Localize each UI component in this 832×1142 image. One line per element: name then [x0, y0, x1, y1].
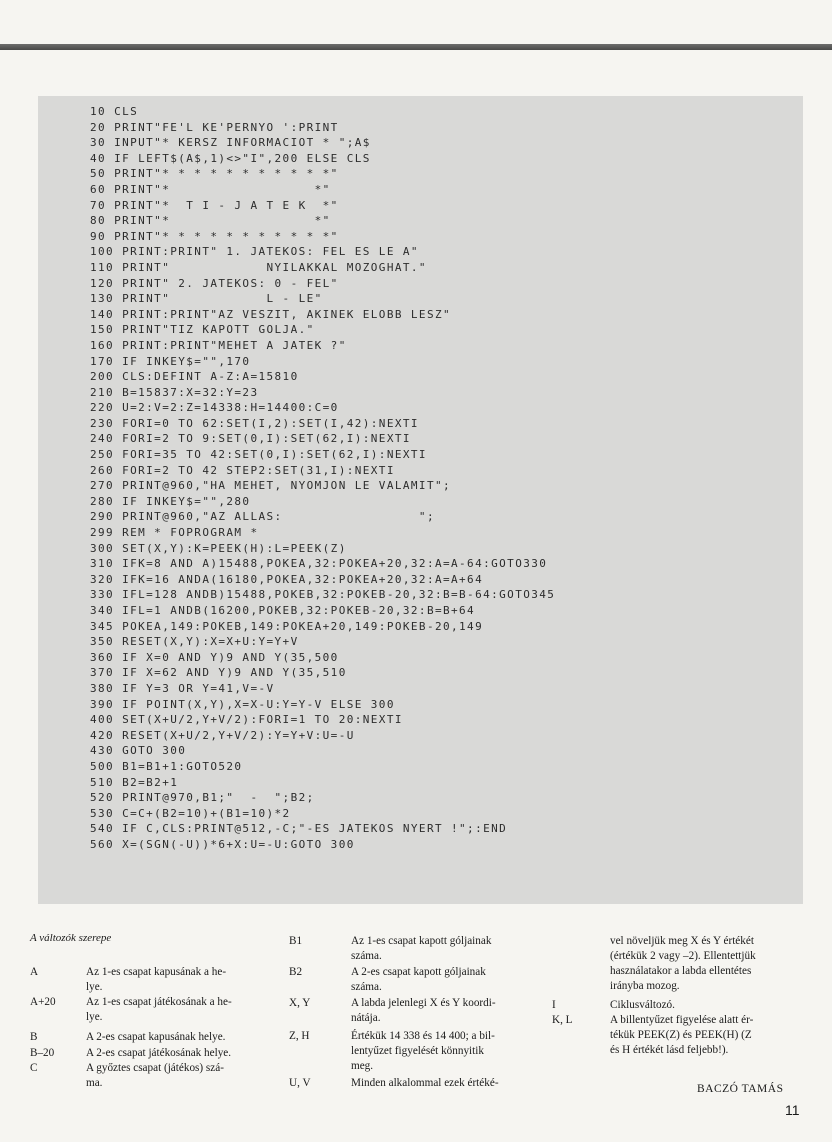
code-line: 390 IF POINT(X,Y),X=X-U:Y=Y-V ELSE 300 [90, 697, 395, 711]
code-line: 140 PRINT:PRINT"AZ VESZIT, AKINEK ELOBB LESZ" [90, 307, 452, 321]
code-line: 30 INPUT"* KERSZ INFORMACIOT * ";A$ [90, 136, 371, 150]
legend-text: A 2-es csapat kapott góljainak száma. [351, 966, 486, 993]
code-line: 220 U=2:V=2:Z=14338:H=14400:C=0 [90, 401, 339, 415]
legend-entry-k-l [552, 1013, 812, 1059]
code-line: 80 PRINT"* *" [90, 214, 331, 228]
code-line: 330 IFL=128 ANDB)15488,POKEB,32:POKEB-20,32:B=B-64:GOTO345 [90, 588, 556, 602]
basic-program-listing [90, 104, 790, 853]
legend-text: Az 1-es csapat játékosának a he- lye. [86, 996, 232, 1023]
legend-text: Az 1-es csapat kapusának a he- lye. [86, 966, 227, 993]
legend-key: B–20 [30, 1047, 55, 1059]
legend-key: C [30, 1062, 38, 1074]
code-line: 60 PRINT"* *" [90, 182, 331, 196]
legend-text: Értékük 14 338 és 14 400; a bil- lentyűzet figyelését könnyitik meg. [351, 1030, 495, 1072]
legend-key: A [30, 966, 39, 978]
code-line: 560 X=(SGN(-U))*6+X:U=-U:GOTO 300 [90, 837, 355, 851]
code-line: 160 PRINT:PRINT"MEHET A JATEK ?" [90, 338, 347, 352]
code-line: 40 IF LEFT$(A$,1)<>"I",200 ELSE CLS [90, 151, 371, 165]
code-line: 380 IF Y=3 OR Y=41,V=-V [90, 681, 275, 695]
code-line: 260 FORI=2 TO 42 STEP2:SET(31,I):NEXTI [90, 463, 395, 477]
legend-key: K, L [552, 1014, 573, 1026]
legend-text: Az 1-es csapat kapott góljainak száma. [351, 935, 492, 962]
legend-entry-u-v [289, 1076, 549, 1092]
code-line: 290 PRINT@960,"AZ ALLAS: "; [90, 510, 435, 524]
code-line: 200 CLS:DEFINT A-Z:A=15810 [90, 370, 299, 384]
code-line: 299 REM * FOPROGRAM * [90, 526, 259, 540]
legend-continuation: vel növeljük meg X és Y értékét (értékük 2 vagy –2). Ellentettjük használatakor a labda ellentétes irányba mozog. [610, 935, 756, 992]
legend-key: B1 [289, 935, 303, 947]
legend-text: A 2-es csapat játékosának helye. [86, 1047, 232, 1059]
legend-entry-b [30, 1030, 280, 1046]
legend-text: Minden alkalommal ezek értéké- [351, 1077, 499, 1089]
top-rule [0, 44, 832, 50]
legend-entry-b-minus-20 [30, 1046, 280, 1062]
legend-key: B2 [289, 966, 303, 978]
legend-text: A labda jelenlegi X és Y koordi- nátája. [351, 997, 496, 1024]
code-line: 420 RESET(X+U/2,Y+V/2):Y=Y+V:U=-U [90, 728, 355, 742]
code-line: 345 POKEA,149:POKEB,149:POKEA+20,149:POKEB-20,149 [90, 619, 484, 633]
code-line: 510 B2=B2+1 [90, 775, 179, 789]
legend-key: A+20 [30, 996, 56, 1008]
code-line: 230 FORI=0 TO 62:SET(I,2):SET(I,42):NEXTI [90, 416, 419, 430]
legend-text: A győztes csapat (játékos) szá- ma. [86, 1062, 224, 1089]
legend-entry-a-plus-20 [30, 995, 280, 1025]
legend-entry-z-h [289, 1029, 549, 1075]
code-line: 250 FORI=35 TO 42:SET(0,I):SET(62,I):NEXTI [90, 448, 427, 462]
code-line: 100 PRINT:PRINT" 1. JATEKOS: FEL ES LE A" [90, 245, 419, 259]
code-line: 90 PRINT"* * * * * * * * * * *" [90, 229, 339, 243]
legend-key: I [552, 999, 556, 1011]
code-line: 310 IFK=8 AND A)15488,POKEA,32:POKEA+20,32:A=A-64:GOTO330 [90, 557, 548, 571]
code-line: 520 PRINT@970,B1;" - ";B2; [90, 791, 315, 805]
code-line: 530 C=C+(B2=10)+(B1=10)*2 [90, 806, 291, 820]
legend-entry-b2 [289, 965, 549, 995]
legend-key: B [30, 1031, 38, 1043]
code-line: 370 IF X=62 AND Y)9 AND Y(35,510 [90, 666, 347, 680]
legend-text: A 2-es csapat kapusának helye. [86, 1031, 226, 1043]
code-line: 500 B1=B1+1:GOTO520 [90, 759, 243, 773]
code-line: 350 RESET(X,Y):X=X+U:Y=Y+V [90, 635, 299, 649]
legend-key: X, Y [289, 997, 311, 1009]
page-number: 11 [785, 1102, 800, 1118]
code-line: 130 PRINT" L - LE" [90, 292, 323, 306]
code-line: 240 FORI=2 TO 9:SET(0,I):SET(62,I):NEXTI [90, 432, 411, 446]
code-line: 10 CLS [90, 105, 139, 118]
code-line: 430 GOTO 300 [90, 744, 187, 758]
code-line: 540 IF C,CLS:PRINT@512,-C;"-ES JATEKOS NYERT !";:END [90, 822, 508, 836]
code-line: 110 PRINT" NYILAKKAL MOZOGHAT." [90, 260, 427, 274]
code-line: 210 B=15837:X=32:Y=23 [90, 385, 259, 399]
legend-title: A változók szerepe [30, 932, 112, 944]
code-line: 400 SET(X+U/2,Y+V/2):FORI=1 TO 20:NEXTI [90, 713, 403, 727]
code-line: 20 PRINT"FE'L KE'PERNYO ':PRINT [90, 120, 339, 134]
code-line: 280 IF INKEY$="",280 [90, 494, 251, 508]
code-line: 170 IF INKEY$="",170 [90, 354, 251, 368]
code-line: 320 IFK=16 ANDA(16180,POKEA,32:POKEA+20,32:A=A+64 [90, 572, 484, 586]
code-line: 300 SET(X,Y):K=PEEK(H):L=PEEK(Z) [90, 541, 347, 555]
legend-text: A billentyűzet figyelése alatt ér- tékük PEEK(Z) és PEEK(H) (Z és H értékét lásd feljebb!). [610, 1014, 754, 1056]
legend-text: Ciklusváltozó. [610, 999, 675, 1011]
legend-entry-i [552, 998, 812, 1014]
legend-key: Z, H [289, 1030, 310, 1042]
code-line: 150 PRINT"TIZ KAPOTT GOLJA." [90, 323, 315, 337]
code-line: 360 IF X=0 AND Y)9 AND Y(35,500 [90, 650, 339, 664]
legend-entry-a [30, 965, 280, 995]
author-name: BACZÓ TAMÁS [697, 1083, 784, 1095]
code-line: 70 PRINT"* T I - J A T E K *" [90, 198, 339, 212]
legend-entry-c [30, 1061, 280, 1091]
code-line: 120 PRINT" 2. JATEKOS: 0 - FEL" [90, 276, 339, 290]
legend-entry-x-y [289, 996, 549, 1026]
legend-key: U, V [289, 1077, 311, 1089]
code-line: 270 PRINT@960,"HA MEHET, NYOMJON LE VALAMIT"; [90, 479, 452, 493]
code-line: 340 IFL=1 ANDB(16200,POKEB,32:POKEB-20,32:B=B+64 [90, 604, 476, 617]
legend-entry-b1 [289, 934, 549, 964]
code-line: 50 PRINT"* * * * * * * * * * *" [90, 167, 339, 181]
